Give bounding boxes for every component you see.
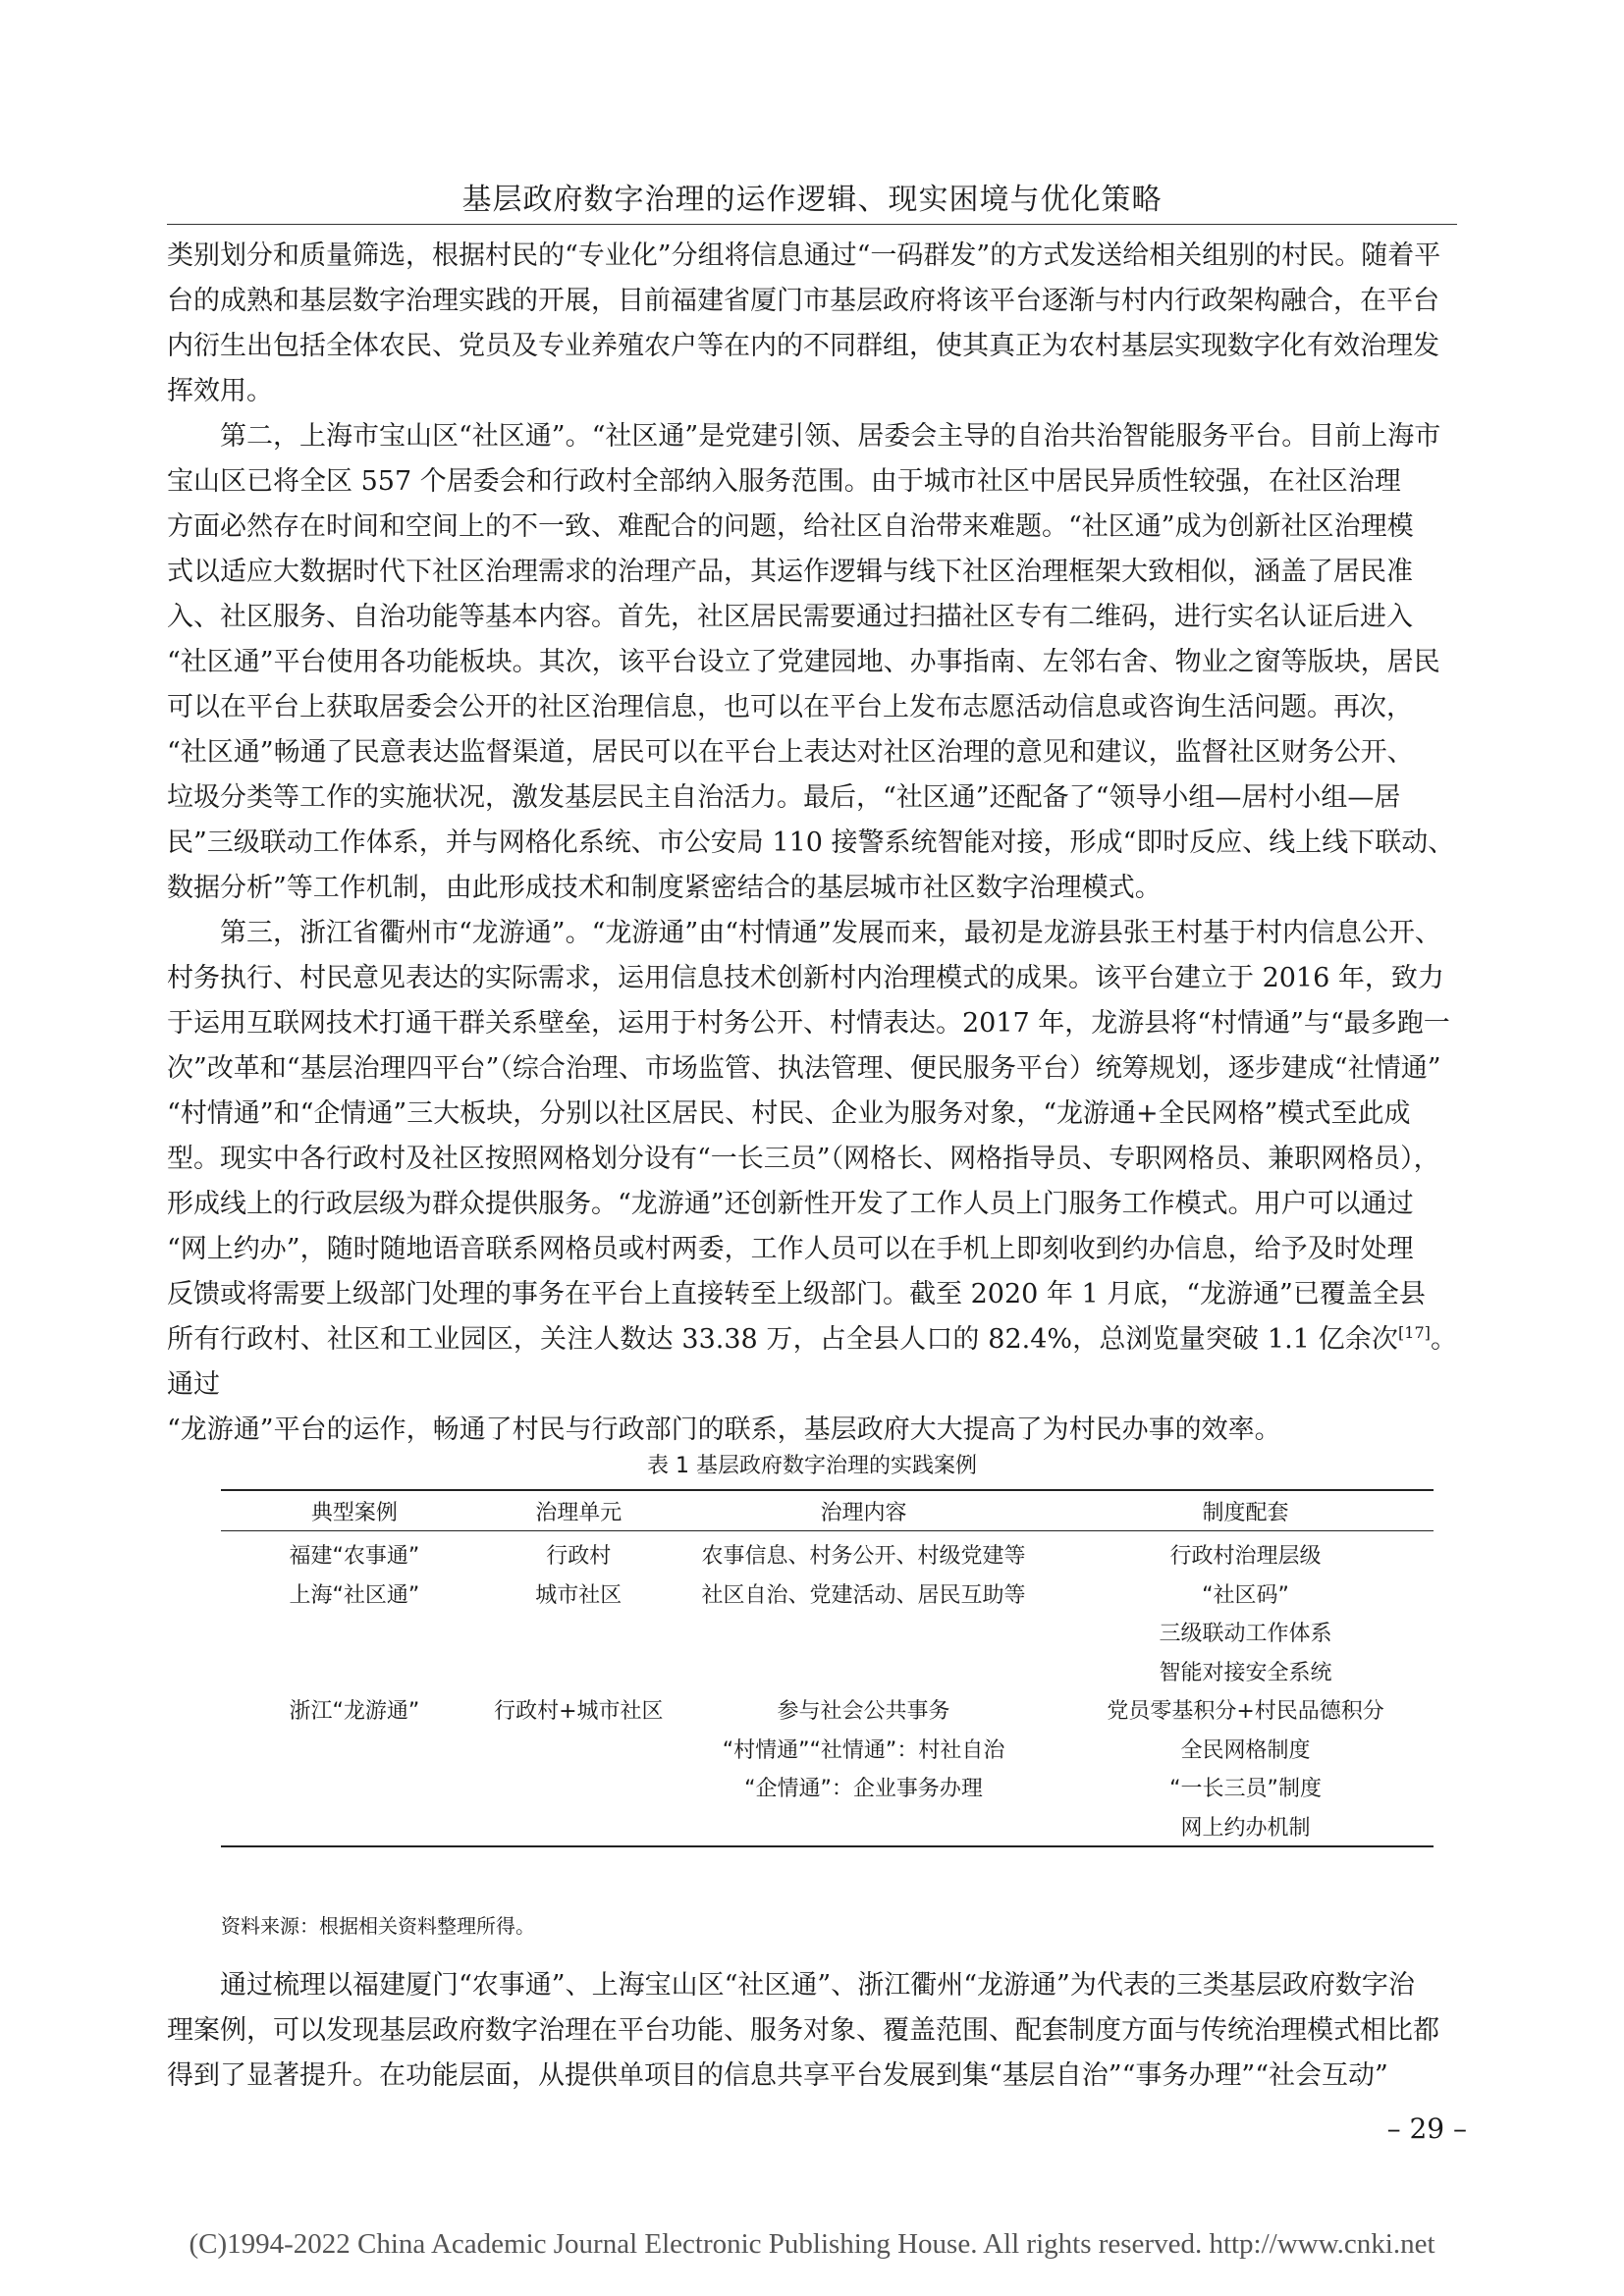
table-cell: 网上约办机制 [1180,1815,1311,1841]
table-cell [670,1652,1057,1691]
table-cell: 三级联动工作体系 [1159,1622,1332,1647]
text-line: 数据分析”等工作机制，由此形成技术和制度紧密结合的基层城市社区数字治理模式。 [167,873,1162,903]
table-row [221,1652,1434,1691]
case-table [221,1491,1434,1845]
closing-paragraph [167,1963,1457,2099]
text-line: 宝山区已将全区 557 个居委会和行政村全部纳入服务范围。由于城市社区中居民异质性较强，在社区治理 [167,466,1401,497]
table-row [221,1613,1434,1652]
table-cell [488,1613,670,1652]
table-row [221,1768,1434,1807]
table-cell: 福建“农事通” [289,1544,420,1570]
text-line: “网上约办”，随时随地语音联系网格员或村两委，工作人员可以在手机上即刻收到约办信息，给予及时处理 [167,1234,1414,1264]
text-line: 民”三级联动工作体系，并与网格化系统、市公安局 110 接警系统智能对接，形成“即时反应、线上线下联动、 [167,828,1455,858]
table-cell: 社区自治、党建活动、居民互助等 [701,1582,1026,1608]
header-cell: 典型案例 [221,1491,488,1531]
table-cell: 浙江“龙游通” [289,1699,420,1725]
table-cell [670,1807,1057,1846]
table-row [221,1807,1434,1846]
text-line: 形成线上的行政层级为群众提供服务。“龙游通”还创新性开发了工作人员上门服务工作模式。用户可以通过 [167,1189,1414,1219]
table-source-note: 资料来源：根据相关资料整理所得。 [221,1914,535,1938]
text-segment: 所有行政村、社区和工业园区，关注人数达 33.38 万，占全县人口的 82.4%，总浏览量突破 1.1 亿余次 [167,1324,1399,1355]
table-cell: “企情通”：企业事务办理 [744,1777,983,1802]
table-cell: 全民网格制度 [1180,1737,1311,1763]
table-row [221,1575,1434,1614]
paragraph-3 [167,911,1457,1453]
table-header-row [221,1491,1434,1531]
header-rule [167,224,1457,225]
table-cell [221,1613,488,1652]
text-line: 类别划分和质量筛选，根据村民的“专业化”分组将信息通过“一码群发”的方式发送给相关组别的村民。随着平 [167,240,1441,271]
body-text [167,234,1457,1453]
text-line: “龙游通”平台的运作，畅通了村民与行政部门的联系，基层政府大大提高了为村民办事的效率。 [167,1415,1281,1445]
text-line: 型。现实中各行政村及社区按照网格划分设有“一长三员”（网格长、网格指导员、专职网格员、兼职网格员）， [167,1144,1440,1174]
text-line: “社区通”平台使用各功能板块。其次，该平台设立了党建园地、办事指南、左邻右舍、物业之窗等版块，居民 [167,647,1440,677]
table-cell: 行政村+城市社区 [494,1699,664,1725]
text-line: 方面必然存在时间和空间上的不一致、难配合的问题，给社区自治带来难题。“社区通”成为创新社区治理模 [167,511,1414,542]
text-segment: 。通过 [167,1324,1458,1400]
page-number: – 29 – [1386,2112,1467,2145]
table-cell [488,1730,670,1769]
paragraph-1 [167,234,1457,414]
table-cell: 党员零基积分+村民品德积分 [1107,1699,1384,1725]
table-cell [670,1613,1057,1652]
text-line: 第三，浙江省衢州市“龙游通”。“龙游通”由“村情通”发展而来，最初是龙游县张王村基于村内信息公开、 [220,918,1441,948]
text-line: 入、社区服务、自治功能等基本内容。首先，社区居民需要通过扫描社区专有二维码，进行实名认证后进入 [167,602,1413,632]
text-line: 垃圾分类等工作的实施状况，激发基层民主自治活力。最后，“社区通”还配备了“领导小组—居村小组—居 [167,782,1401,813]
table-row [221,1730,1434,1769]
table-cell [488,1807,670,1846]
table-cell [488,1768,670,1807]
table-cell: “一长三员”制度 [1169,1777,1322,1802]
text-line: 次”改革和“基层治理四平台”（综合治理、市场监管、执法管理、便民服务平台）统筹规划，逐步建成“社情通” [167,1053,1441,1084]
text-line: 第二，上海市宝山区“社区通”。“社区通”是党建引领、居委会主导的自治共治智能服务平台。目前上海市 [220,421,1441,452]
table-row [221,1531,1434,1575]
table-cell [488,1652,670,1691]
text-line: 于运用互联网技术打通干群关系壁垒，运用于村务公开、村情表达。2017 年，龙游县将“村情通”与“最多跑一 [167,1008,1450,1039]
table-cell: 城市社区 [535,1582,623,1608]
table-caption: 表 1 基层政府数字治理的实践案例 [647,1454,977,1478]
header-cell: 治理单元 [488,1491,670,1531]
table-cell: “社区码” [1202,1582,1289,1608]
table-cell: 行政村 [546,1544,612,1570]
paragraph-4 [167,1963,1457,2099]
text-line: 得到了显著提升。在功能层面，从提供单项目的信息共享平台发展到集“基层自治”“事务办理”“社会互动” [167,2060,1388,2091]
table-cell [221,1768,488,1807]
text-line: 理案例，可以发现基层政府数字治理在平台功能、服务对象、覆盖范围、配套制度方面与传统治理模式相比都 [167,2015,1439,2046]
table-cell: 行政村治理层级 [1169,1544,1322,1570]
text-line: “村情通”和“企情通”三大板块，分别以社区居民、村民、企业为服务对象，“龙游通+全民网格”模式至此成 [167,1098,1411,1129]
paragraph-2 [167,414,1457,911]
text-line: 式以适应大数据时代下社区治理需求的治理产品，其运作逻辑与线下社区治理框架大致相似，涵盖了居民准 [167,557,1413,587]
table-cell: “村情通”“社情通”：村社自治 [722,1737,1005,1763]
table-row [221,1690,1434,1730]
header-cell: 制度配套 [1057,1491,1434,1531]
header-cell: 治理内容 [670,1491,1057,1531]
running-header: 基层政府数字治理的运作逻辑、现实困境与优化策略 [461,183,1163,217]
text-line: 可以在平台上获取居委会公开的社区治理信息，也可以在平台上发布志愿活动信息或咨询生活问题。再次， [167,692,1413,722]
text-line [167,1317,1457,1408]
text-line: 台的成熟和基层数字治理实践的开展，目前福建省厦门市基层政府将该平台逐渐与村内行政架构融合，在平台 [167,286,1439,316]
table-cell [221,1807,488,1846]
table-cell [221,1730,488,1769]
table-1 [221,1489,1434,1847]
text-line: 反馈或将需要上级部门处理的事务在平台上直接转至上级部门。截至 2020 年 1 月底，“龙游通”已覆盖全县 [167,1279,1426,1309]
text-line: 通过梳理以福建厦门“农事通”、上海宝山区“社区通”、浙江衢州“龙游通”为代表的三类基层政府数字治 [220,1970,1415,2001]
citation-ref[interactable]: [17] [1398,1323,1431,1342]
table-cell: 智能对接安全系统 [1159,1660,1332,1685]
text-line: “社区通”畅通了民意表达监督渠道，居民可以在平台上表达对社区治理的意见和建议，监督社区财务公开、 [167,737,1414,768]
text-line: 挥效用。 [167,376,273,406]
table-cell [221,1652,488,1691]
text-line: 内衍生出包括全体农民、党员及专业养殖农户等在内的不同群组，使其真正为农村基层实现数字化有效治理发 [167,331,1439,361]
table-cell: 农事信息、村务公开、村级党建等 [701,1544,1026,1570]
table-cell: 上海“社区通” [289,1582,420,1608]
table-cell: 参与社会公共事务 [777,1699,950,1725]
text-line: 村务执行、村民意见表达的实际需求，运用信息技术创新村内治理模式的成果。该平台建立于 2016 年，致力 [167,963,1444,993]
copyright-footer: (C)1994-2022 China Academic Journal Electronic Publishing House. All rights reserved. http://www.cnki.net [189,2228,1435,2260]
